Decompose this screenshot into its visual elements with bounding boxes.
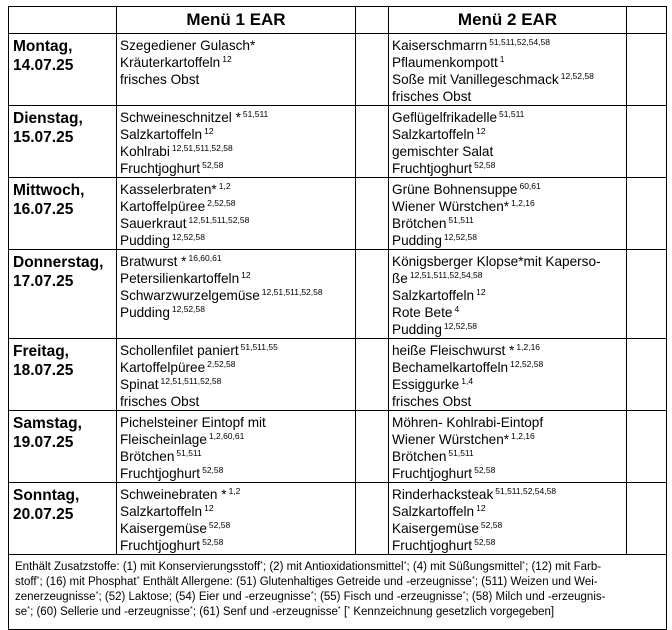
- spacer-header-cell: [627, 7, 667, 34]
- dish-name: Schollenfilet paniert: [120, 343, 239, 358]
- allergen-codes: 52,58: [208, 520, 231, 530]
- dish-name: Kräuterkartoffeln: [120, 55, 221, 70]
- dish-name: Pudding: [120, 305, 170, 320]
- allergen-codes: 52,58: [202, 537, 224, 547]
- spacer-cell: [627, 483, 667, 555]
- menu2-cell: [389, 250, 627, 339]
- allergen-codes: 1,2,60,61: [208, 431, 245, 441]
- dish-name: Salzkartoffeln: [120, 127, 203, 142]
- dish-line: [120, 304, 353, 321]
- allergen-codes: 12,51,511,52,58: [188, 215, 250, 225]
- dish-line: [120, 448, 353, 465]
- allergen-codes: 52,58: [474, 537, 496, 547]
- day-date: 20.07.25: [13, 506, 74, 523]
- dish-name: Rinderhacksteak: [392, 487, 494, 502]
- dish-line: [120, 342, 353, 359]
- header-row: [9, 7, 667, 34]
- menu2-cell: [389, 483, 627, 555]
- allergen-codes: 2,52,58: [207, 198, 236, 208]
- dish-name: Schwarzwurzelgemüse: [120, 288, 260, 303]
- day-name: Montag,: [13, 38, 73, 55]
- allergen-codes: 51,511: [448, 448, 474, 458]
- spacer-cell: [356, 250, 389, 339]
- dish-line: [120, 215, 353, 232]
- allergen-codes: 12: [241, 270, 251, 280]
- dish-name: Pichelsteiner Eintopf mit: [120, 415, 266, 430]
- allergen-codes: 12: [204, 503, 214, 513]
- dish-line: [392, 342, 624, 359]
- day-name: Donnerstag,: [13, 254, 104, 271]
- menu-table: [8, 6, 667, 630]
- spacer-cell: [627, 339, 667, 411]
- dish-line: [392, 465, 624, 482]
- day-cell: [9, 483, 117, 555]
- dish-name: Königsberger Klopse*mit Kaperso-: [392, 254, 601, 269]
- dish-line: [392, 253, 624, 270]
- dish-name: Essiggurke: [392, 377, 460, 392]
- dish-name: Wiener Würstchen*: [392, 432, 510, 447]
- dish-name: Rote Bete: [392, 305, 453, 320]
- footnote-line: Enthält Zusatzstoffe: (1) mit Konservierungsstoff*; (2) mit Antioxidationsmittel*; (4) mit Süßungsmittel*; (12) mit Farb-: [15, 559, 602, 573]
- menu2-header: Menü 2 EAR: [389, 7, 627, 34]
- footnote: [9, 555, 667, 630]
- day-row: [9, 339, 667, 411]
- allergen-codes: 1: [499, 54, 505, 64]
- allergen-codes: 12,52,58: [443, 321, 477, 331]
- dish-line: [392, 503, 624, 520]
- day-date: 19.07.25: [13, 434, 74, 451]
- menu1-cell: [117, 34, 356, 106]
- menu1-cell: [117, 250, 356, 339]
- day-date: 17.07.25: [13, 273, 74, 290]
- dish-name: Fruchtjoghurt: [392, 538, 473, 553]
- dish-name: Bechamelkartoffeln: [392, 360, 509, 375]
- allergen-codes: 12,52,58: [171, 232, 205, 242]
- dish-name: frisches Obst: [120, 394, 200, 409]
- dish-name: frisches Obst: [120, 72, 200, 87]
- header-corner-cell: [9, 7, 117, 34]
- spacer-cell: [356, 483, 389, 555]
- dish-line: [120, 198, 353, 215]
- day-name: Mittwoch,: [13, 182, 85, 199]
- allergen-codes: 52,58: [474, 465, 496, 475]
- menu1-cell: [117, 106, 356, 178]
- dish-name: Kohlrabi: [120, 144, 170, 159]
- dish-line: [392, 37, 624, 54]
- dish-line: [392, 448, 624, 465]
- dish-line: [392, 160, 624, 177]
- day-name: Freitag,: [13, 343, 69, 360]
- allergen-codes: 1,2: [228, 486, 241, 496]
- day-row: [9, 178, 667, 250]
- menu1-header: Menü 1 EAR: [117, 7, 356, 34]
- dish-line: [392, 143, 624, 160]
- allergen-codes: 12,51,511,52,58: [160, 376, 222, 386]
- dish-line: [392, 287, 624, 304]
- dish-line: [120, 54, 353, 71]
- day-cell: [9, 34, 117, 106]
- menu2-cell: [389, 411, 627, 483]
- day-name: Sonntag,: [13, 487, 80, 504]
- menu-body: [9, 34, 667, 555]
- dish-name: Kaisergemüse: [392, 521, 479, 536]
- dish-name: Salzkartoffeln: [120, 504, 203, 519]
- dish-name: Soße mit Vanillegeschmack: [392, 72, 559, 87]
- allergen-codes: 1,2,16: [511, 198, 535, 208]
- dish-name: Kartoffelpüree: [120, 360, 206, 375]
- day-date: 18.07.25: [13, 362, 74, 379]
- dish-line: [392, 414, 624, 431]
- dish-line: [120, 126, 353, 143]
- day-cell: [9, 178, 117, 250]
- dish-line: [120, 160, 353, 177]
- menu1-cell: [117, 411, 356, 483]
- allergen-codes: 52,58: [202, 465, 224, 475]
- dish-line: [392, 232, 624, 249]
- allergen-codes: 60,61: [519, 181, 541, 191]
- day-row: [9, 483, 667, 555]
- dish-name: heiße Fleischwurst *: [392, 343, 515, 358]
- dish-name: Schweineschnitzel *: [120, 110, 241, 125]
- dish-name: Pflaumenkompott: [392, 55, 498, 70]
- dish-name: Salzkartoffeln: [392, 127, 475, 142]
- dish-name: Spinat: [120, 377, 159, 392]
- dish-line: [120, 393, 353, 410]
- dish-name: Fruchtjoghurt: [392, 161, 473, 176]
- dish-name: Fleischeinlage: [120, 432, 207, 447]
- dish-line: [120, 71, 353, 88]
- allergen-codes: 4: [454, 304, 460, 314]
- dish-name: Möhren- Kohlrabi-Eintopf: [392, 415, 544, 430]
- day-cell: [9, 339, 117, 411]
- dish-line: [392, 54, 624, 71]
- menu2-cell: [389, 106, 627, 178]
- dish-line: [120, 270, 353, 287]
- dish-name: Petersilienkartoffeln: [120, 271, 240, 286]
- dish-line: [120, 465, 353, 482]
- spacer-cell: [356, 339, 389, 411]
- allergen-codes: 51,511,52,54,58: [495, 486, 557, 496]
- dish-line: [392, 537, 624, 554]
- day-name: Dienstag,: [13, 110, 83, 127]
- dish-line: [392, 109, 624, 126]
- footnote-line: se*; (60) Sellerie und -erzeugnisse*; (61) Senf und -erzeugnisse* [* Kennzeichnung gesetzlich vorgegeben]: [15, 604, 555, 618]
- day-row: [9, 411, 667, 483]
- spacer-cell: [627, 178, 667, 250]
- day-date: 14.07.25: [13, 57, 74, 74]
- dish-line: [392, 71, 624, 88]
- dish-line: [120, 376, 353, 393]
- day-name: Samstag,: [13, 415, 82, 432]
- spacer-cell: [356, 178, 389, 250]
- menu2-cell: [389, 178, 627, 250]
- dish-name: Brötchen: [120, 449, 175, 464]
- footnote-line: zenerzeugnisse*; (52) Laktose; (54) Eier und -erzeugnisse*; (55) Fisch und -erzeugnisse*; (58) Milch und -erzeugnis-: [15, 589, 606, 603]
- day-row: [9, 106, 667, 178]
- menu2-cell: [389, 339, 627, 411]
- dish-name: Szegediener Gulasch*: [120, 38, 256, 53]
- allergen-codes: 12: [476, 503, 486, 513]
- dish-line: [120, 359, 353, 376]
- dish-name: Fruchtjoghurt: [120, 161, 201, 176]
- dish-name: Kartoffelpüree: [120, 199, 206, 214]
- allergen-codes: 2,52,58: [207, 359, 236, 369]
- day-date: 15.07.25: [13, 129, 74, 146]
- dish-name: Sauerkraut: [120, 216, 187, 231]
- dish-line: [392, 359, 624, 376]
- dish-line: [120, 37, 353, 54]
- dish-name: Kasselerbraten*: [120, 182, 217, 197]
- dish-line: [392, 215, 624, 232]
- dish-line: [392, 126, 624, 143]
- dish-line: [120, 287, 353, 304]
- allergen-codes: 12,52,58: [510, 359, 544, 369]
- spacer-cell: [627, 411, 667, 483]
- allergen-codes: 12: [476, 126, 486, 136]
- allergen-codes: 12,52,58: [171, 304, 205, 314]
- menu1-cell: [117, 178, 356, 250]
- dish-line: [392, 520, 624, 537]
- allergen-codes: 12,52,58: [560, 71, 594, 81]
- dish-line: [392, 88, 624, 105]
- dish-name: Bratwurst *: [120, 254, 187, 269]
- allergen-codes: 1,2,16: [516, 342, 541, 352]
- dish-name: Kaisergemüse: [120, 521, 207, 536]
- dish-line: [120, 414, 353, 431]
- dish-name: Brötchen: [392, 449, 447, 464]
- allergen-codes: 12,52,58: [443, 232, 477, 242]
- dish-name: frisches Obst: [392, 89, 472, 104]
- allergen-codes: 51,511: [448, 215, 474, 225]
- allergen-codes: 52,58: [474, 160, 496, 170]
- dish-name: Wiener Würstchen*: [392, 199, 510, 214]
- allergen-codes: 51,511: [499, 109, 525, 119]
- dish-name: ße: [392, 271, 408, 286]
- dish-line: [392, 376, 624, 393]
- dish-name: Brötchen: [392, 216, 447, 231]
- allergen-codes: 51,511,52,54,58: [489, 37, 551, 47]
- menu1-cell: [117, 339, 356, 411]
- allergen-codes: 51,511: [242, 109, 269, 119]
- allergen-codes: 12: [204, 126, 214, 136]
- dish-line: [392, 393, 624, 410]
- dish-line: [120, 486, 353, 503]
- dish-name: frisches Obst: [392, 394, 472, 409]
- allergen-codes: 52,58: [480, 520, 503, 530]
- allergen-codes: 1,2: [218, 181, 231, 191]
- dish-line: [120, 109, 353, 126]
- dish-line: [392, 321, 624, 338]
- dish-name: Pudding: [392, 233, 442, 248]
- menu1-cell: [117, 483, 356, 555]
- allergen-codes: 12: [222, 54, 232, 64]
- dish-line: [392, 304, 624, 321]
- dish-line: [120, 503, 353, 520]
- spacer-cell: [627, 106, 667, 178]
- dish-line: [120, 520, 353, 537]
- allergen-codes: 12,51,511,52,54,58: [409, 270, 483, 280]
- day-row: [9, 250, 667, 339]
- dish-name: Geflügelfrikadelle: [392, 110, 498, 125]
- spacer-cell: [627, 34, 667, 106]
- dish-line: [120, 253, 353, 270]
- dish-line: [120, 143, 353, 160]
- allergen-codes: 51,511: [176, 448, 202, 458]
- day-cell: [9, 250, 117, 339]
- dish-name: Fruchtjoghurt: [120, 466, 201, 481]
- dish-line: [392, 270, 624, 287]
- dish-name: Salzkartoffeln: [392, 504, 475, 519]
- footnote-line: stoff*; (16) mit Phosphat* Enthält Allergene: (51) Glutenhaltiges Getreide und -erzeugnisse*; (511) Weizen und Wei-: [15, 574, 598, 588]
- dish-name: gemischter Salat: [392, 144, 494, 159]
- dish-name: Pudding: [120, 233, 170, 248]
- allergen-codes: 12,51,511,52,58: [261, 287, 323, 297]
- spacer-header-cell: [356, 7, 389, 34]
- dish-name: Kaiserschmarrn: [392, 38, 488, 53]
- allergen-codes: 16,60,61: [188, 253, 222, 263]
- allergen-codes: 52,58: [202, 160, 224, 170]
- dish-line: [120, 431, 353, 448]
- allergen-codes: 51,511,55: [240, 342, 278, 352]
- allergen-codes: 1,4: [461, 376, 474, 386]
- day-date: 16.07.25: [13, 201, 74, 218]
- spacer-cell: [356, 34, 389, 106]
- dish-name: Fruchtjoghurt: [392, 466, 473, 481]
- dish-name: Pudding: [392, 322, 442, 337]
- spacer-cell: [356, 411, 389, 483]
- day-cell: [9, 411, 117, 483]
- dish-line: [392, 198, 624, 215]
- footnote-row: [9, 555, 667, 630]
- spacer-cell: [356, 106, 389, 178]
- allergen-codes: 12,51,511,52,58: [171, 143, 233, 153]
- dish-line: [120, 232, 353, 249]
- dish-name: Grüne Bohnensuppe: [392, 182, 518, 197]
- allergen-codes: 12: [476, 287, 486, 297]
- day-row: [9, 34, 667, 106]
- dish-name: Fruchtjoghurt: [120, 538, 201, 553]
- day-cell: [9, 106, 117, 178]
- dish-line: [392, 181, 624, 198]
- dish-line: [392, 486, 624, 503]
- spacer-cell: [627, 250, 667, 339]
- allergen-codes: 1,2,16: [511, 431, 535, 441]
- dish-name: Salzkartoffeln: [392, 288, 475, 303]
- menu2-cell: [389, 34, 627, 106]
- dish-line: [120, 181, 353, 198]
- dish-line: [392, 431, 624, 448]
- dish-line: [120, 537, 353, 554]
- dish-name: Schweinebraten *: [120, 487, 227, 502]
